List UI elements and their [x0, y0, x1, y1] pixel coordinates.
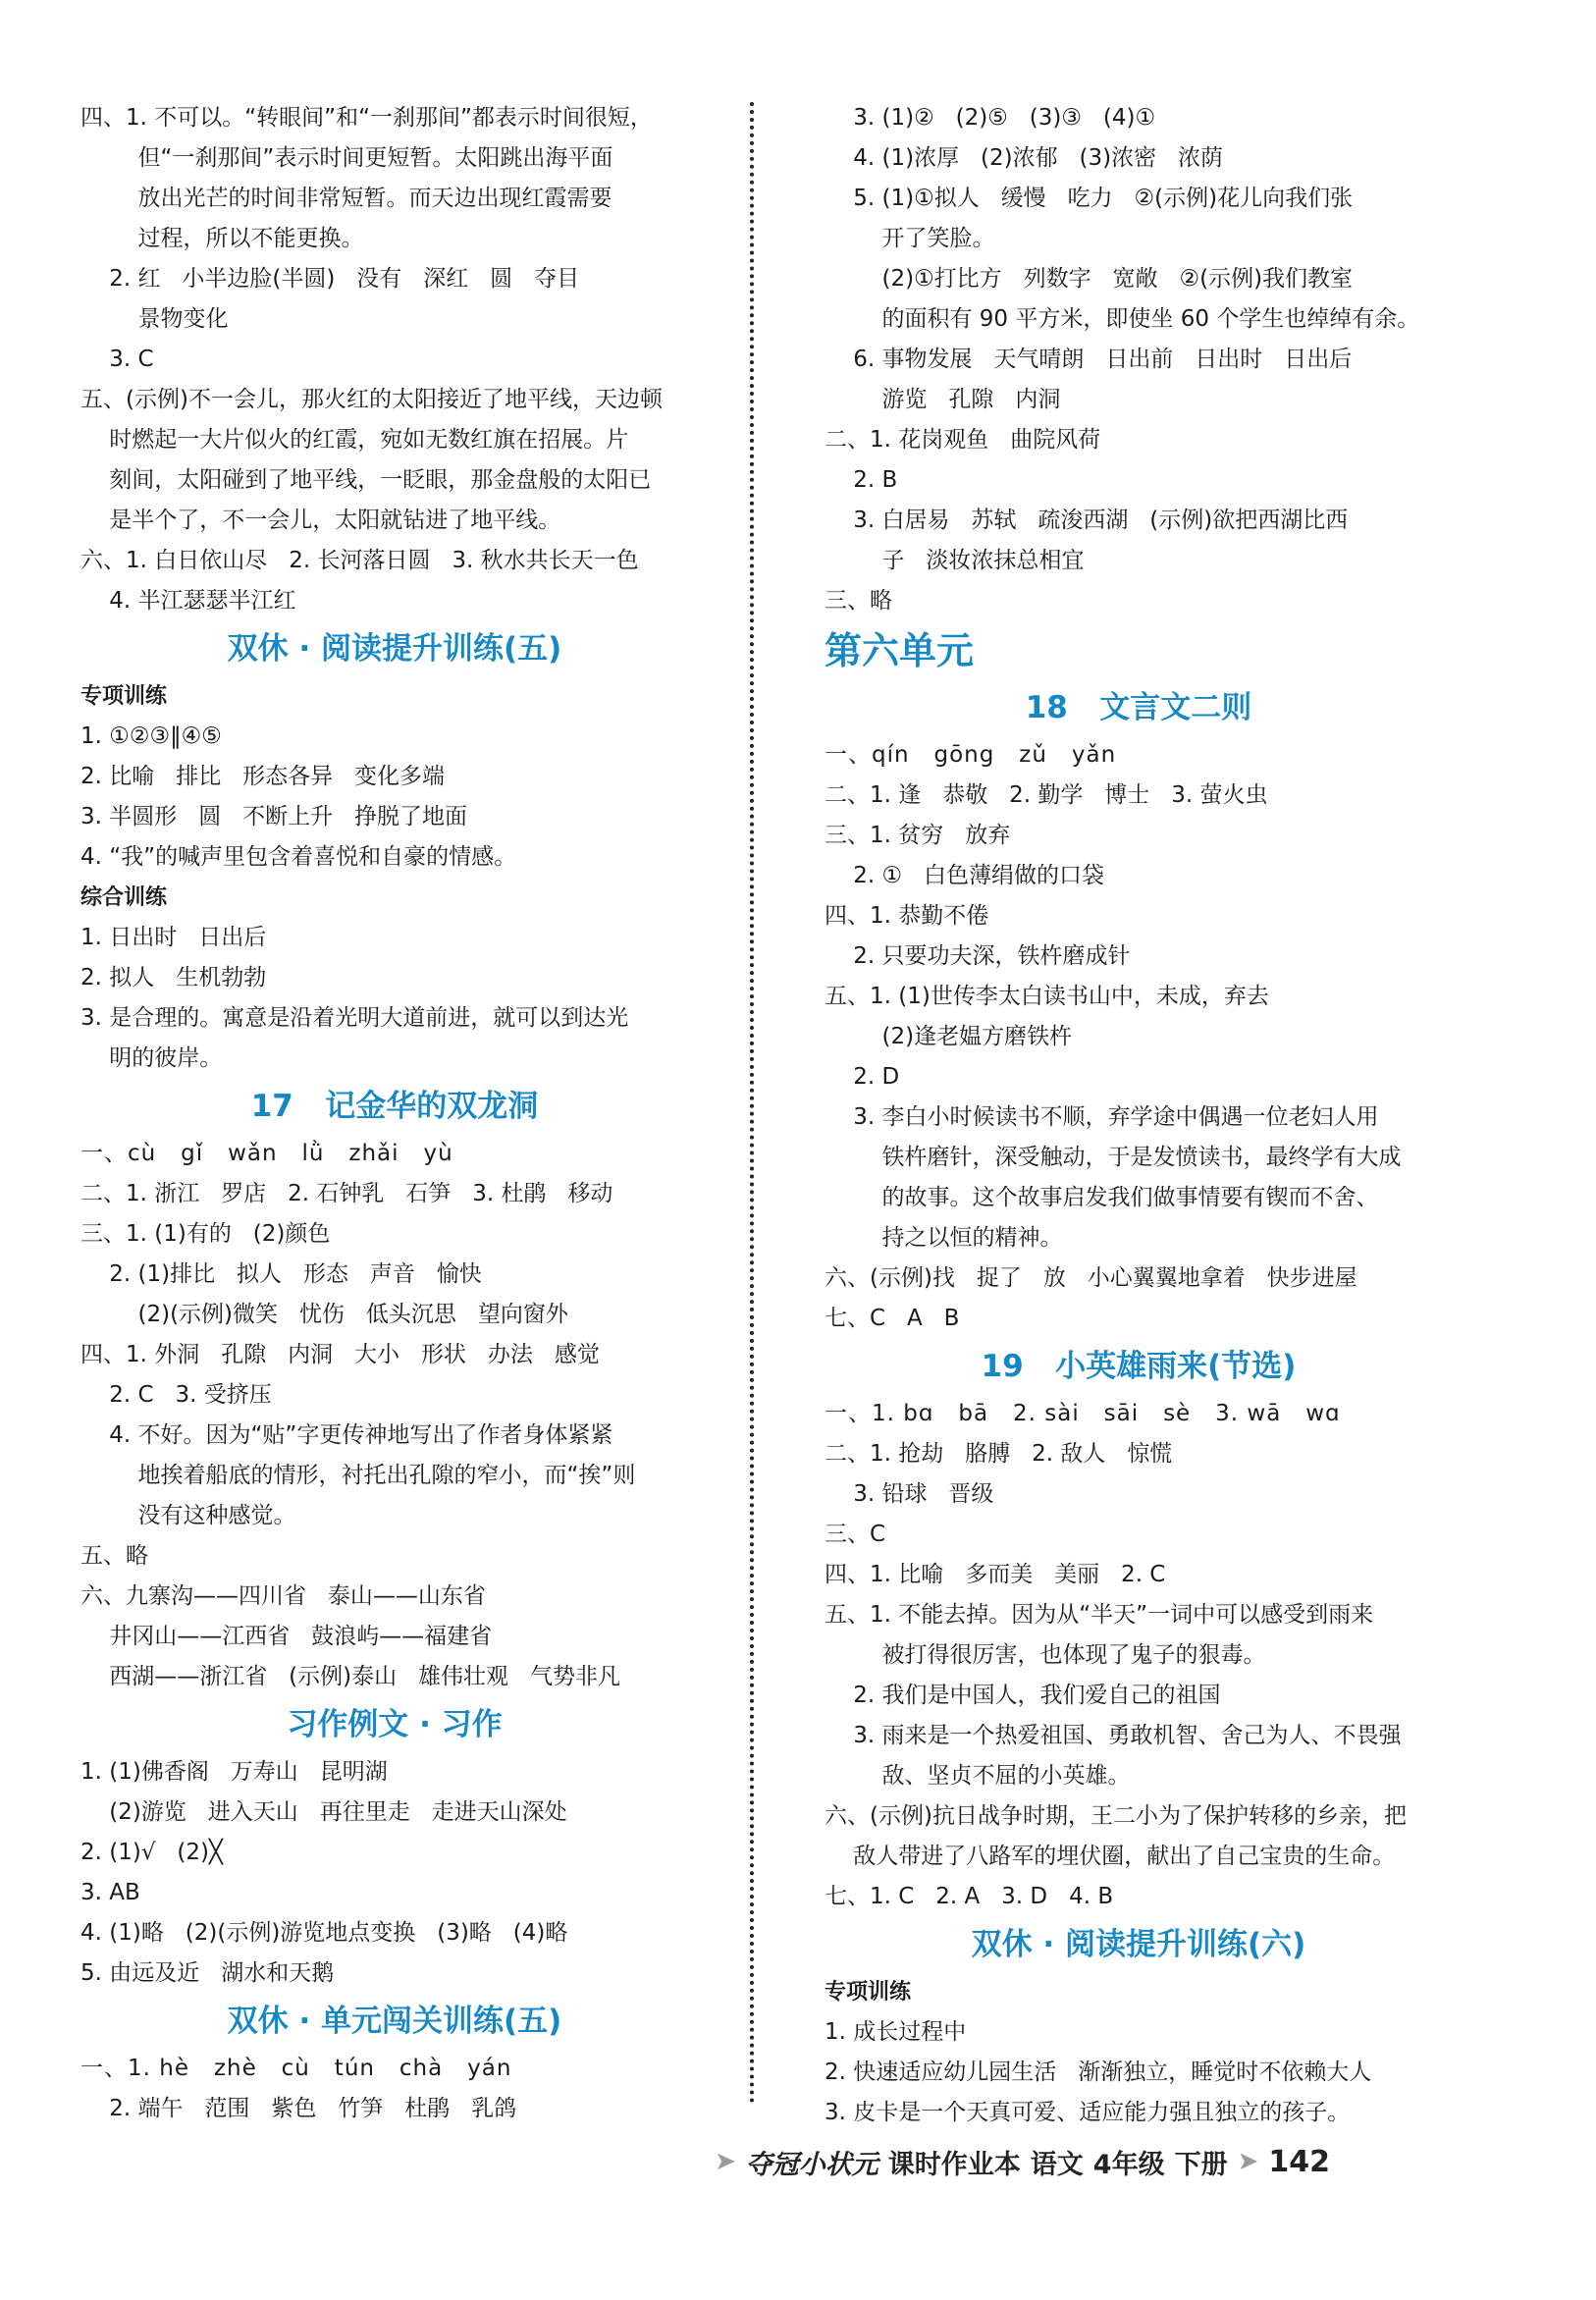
pinyin-line: 一、cù gǐ wǎn lǜ zhǎi yù	[80, 1141, 453, 1166]
answer-line: 2. (1)排比 拟人 形态 声音 愉快	[80, 1261, 482, 1287]
answer-line: 三、1. 贫穷 放弃	[825, 823, 1011, 848]
answer-line: 1. (1)佛香阁 万寿山 昆明湖	[80, 1759, 388, 1785]
answer-line: 景物变化	[80, 306, 229, 332]
answer-line: 五、略	[80, 1543, 148, 1569]
answer-line: 三、略	[825, 588, 892, 614]
left-column	[80, 98, 709, 2129]
answer-line: 三、C	[825, 1522, 886, 1547]
answer-line: 六、(示例)抗日战争时期，王二小为了保护转移的乡亲，把	[825, 1803, 1407, 1829]
answer-line: 3. 半圆形 圆 不断上升 挣脱了地面	[80, 804, 468, 829]
answer-line: 放出光芒的时间非常短暂。而天边出现红霞需要	[80, 186, 612, 211]
answer-line: 3. 李白小时候读书不顺，弃学途中偶遇一位老妇人用	[825, 1104, 1379, 1130]
answer-line: 2. 拟人 生机勃勃	[80, 965, 267, 990]
answer-line: 2. B	[825, 467, 898, 493]
answer-line: (2)游览 进入天山 再往里走 走进天山深处	[80, 1799, 567, 1825]
answer-line: 6. 事物发展 天气晴朗 日出前 日出时 日出后	[825, 347, 1353, 372]
section-heading: 双休 · 阅读提升训练(五)	[227, 631, 562, 667]
answer-line: 四、1. 恭勤不倦	[825, 903, 989, 929]
answer-line: 3. AB	[80, 1880, 140, 1905]
answer-line: 四、1. 不可以。“转眼间”和“一刹那间”都表示时间很短，	[80, 105, 653, 131]
answer-line: 3. C	[80, 347, 154, 372]
footer-book: 课时作业本	[887, 2149, 1021, 2180]
answer-line: 五、1. (1)世传李太白读书山中，未成，弃去	[825, 984, 1269, 1009]
pinyin-line: 一、qín gōng zǔ yǎn	[825, 742, 1117, 768]
footer-subject: 语文	[1030, 2149, 1084, 2180]
answer-line: 4. (1)浓厚 (2)浓郁 (3)浓密 浓荫	[825, 145, 1224, 171]
answer-line: 5. (1)①拟人 缓慢 吃力 ②(示例)花儿向我们张	[825, 186, 1354, 211]
answer-line: 4. 半江瑟瑟半江红	[80, 588, 296, 614]
answer-line: 井冈山——江西省 鼓浪屿——福建省	[80, 1624, 493, 1649]
answer-line: 2. 我们是中国人，我们爱自己的祖国	[825, 1683, 1221, 1708]
answer-line: 二、1. 花岗观鱼 曲院风荷	[825, 427, 1101, 453]
answer-line: 六、(示例)找 捉了 放 小心翼翼地拿着 快步进屋	[825, 1265, 1357, 1291]
answer-line: 游览 孔隙 内洞	[825, 387, 1061, 412]
answer-line: 2. C 3. 受挤压	[80, 1382, 272, 1408]
answer-line: 的故事。这个故事启发我们做事情要有锲而不舍、	[825, 1185, 1379, 1210]
answer-line: 没有这种感觉。	[80, 1503, 296, 1528]
answer-line: 明的彼岸。	[80, 1045, 223, 1071]
answer-line: 2. 快速适应幼儿园生活 渐渐独立，睡觉时不依赖大人	[825, 2059, 1372, 2085]
section-heading: 19 小英雄雨来(节选)	[981, 1349, 1297, 1384]
answer-line: 4. 不好。因为“贴”字更传神地写出了作者身体紧紧	[80, 1422, 613, 1448]
answer-line: 开了笑脸。	[825, 226, 995, 251]
answer-line: 西湖——浙江省 (示例)泰山 雄伟壮观 气势非凡	[80, 1664, 620, 1689]
right-column	[825, 98, 1453, 2133]
footer-volume: 下册	[1174, 2149, 1228, 2180]
page-footer	[715, 2140, 1330, 2183]
answer-line: 2. (1)√ (2)╳	[80, 1840, 223, 1865]
answer-line: 3. 雨来是一个热爱祖国、勇敢机智、舍己为人、不畏强	[825, 1723, 1402, 1748]
footer-grade: 4年级	[1092, 2149, 1165, 2180]
answer-line: 时燃起一大片似火的红霞，宛如无数红旗在招展。片	[80, 427, 629, 453]
answer-line: 四、1. 比喻 多而美 美丽 2. C	[825, 1562, 1166, 1587]
answer-line: 七、1. C 2. A 3. D 4. B	[825, 1884, 1114, 1909]
section-heading: 习作例文 · 习作	[287, 1707, 503, 1742]
answer-line: 过程，所以不能更换。	[80, 226, 364, 251]
footer-brand: 夺冠小状元	[745, 2149, 878, 2180]
answer-line: 敌、坚贞不屈的小英雄。	[825, 1763, 1131, 1789]
answer-line: 3. 皮卡是一个天真可爱、适应能力强且独立的孩子。	[825, 2100, 1351, 2125]
column-divider	[750, 102, 754, 2105]
answer-line: 4. (1)略 (2)(示例)游览地点变换 (3)略 (4)略	[80, 1920, 568, 1946]
answer-line: 四、1. 外洞 孔隙 内洞 大小 形状 办法 感觉	[80, 1342, 600, 1367]
answer-line: 2. 红 小半边脸(半圆) 没有 深红 圆 夺目	[80, 266, 580, 292]
answer-line: 二、1. 逢 恭敬 2. 勤学 博士 3. 萤火虫	[825, 782, 1268, 808]
pinyin-line: 一、1. bɑ bā 2. sài sāi sè 3. wā wɑ	[825, 1401, 1341, 1426]
answer-line: 二、1. 抢劫 胳膊 2. 敌人 惊慌	[825, 1441, 1173, 1467]
answer-line: 5. 由远及近 湖水和天鹅	[80, 1960, 335, 1986]
answer-line: 三、1. (1)有的 (2)颜色	[80, 1221, 331, 1247]
answer-line: 七、C A B	[825, 1306, 960, 1331]
answer-line: 2. D	[825, 1064, 900, 1090]
pinyin-line: 一、1. hè zhè cù tún chà yán	[80, 2056, 512, 2081]
answer-line: 被打得很厉害，也体现了鬼子的狠毒。	[825, 1642, 1266, 1668]
answer-line: 2. 只要功夫深，铁杵磨成针	[825, 943, 1131, 969]
answer-line: 刻间，太阳碰到了地平线，一眨眼，那金盘般的太阳已	[80, 467, 652, 493]
answer-line: (2)逢老媪方磨铁杵	[825, 1024, 1073, 1049]
answer-line: 2. 比喻 排比 形态各异 变化多端	[80, 764, 446, 789]
subsection-label: 综合训练	[80, 885, 168, 910]
subsection-label: 专项训练	[80, 684, 168, 709]
answer-line: 4. “我”的喊声里包含着喜悦和自豪的情感。	[80, 844, 517, 870]
page-number: 142	[1268, 2144, 1331, 2179]
answer-line: 3. 白居易 苏轼 疏浚西湖 (示例)欲把西湖比西	[825, 508, 1349, 533]
answer-line: 持之以恒的精神。	[825, 1225, 1063, 1251]
section-heading: 双休 · 阅读提升训练(六)	[971, 1927, 1306, 1962]
section-heading: 18 文言文二则	[1025, 690, 1252, 725]
answer-line: 子 淡妆浓抹总相宜	[825, 548, 1085, 573]
answer-line: 的面积有 90 平方米，即使坐 60 个学生也绰绰有余。	[825, 306, 1420, 332]
answer-line: 3. 是合理的。寓意是沿着光明大道前进，就可以到达光	[80, 1005, 629, 1031]
answer-line: 地挨着船底的情形，衬托出孔隙的窄小，而“挨”则	[80, 1463, 636, 1488]
section-heading: 17 记金华的双龙洞	[250, 1089, 539, 1124]
arrow-icon: ➤	[715, 2147, 736, 2176]
answer-line: 敌人带进了八路军的埋伏圈，献出了自己宝贵的生命。	[825, 1844, 1396, 1869]
answer-line: (2)①打比方 列数字 宽敞 ②(示例)我们教室	[825, 266, 1354, 292]
unit-title: 第六单元	[825, 629, 975, 672]
answer-line: 3. (1)② (2)⑤ (3)③ (4)①	[825, 105, 1156, 131]
arrow-icon: ➤	[1237, 2147, 1259, 2176]
answer-line: 1. ①②③‖④⑤	[80, 723, 222, 749]
answer-line: 2. 端午 范围 紫色 竹笋 杜鹃 乳鸽	[80, 2096, 517, 2121]
section-heading: 双休 · 单元闯关训练(五)	[227, 2004, 562, 2039]
answer-line: (2)(示例)微笑 忧伤 低头沉思 望向窗外	[80, 1302, 568, 1327]
answer-line: 1. 成长过程中	[825, 2019, 967, 2045]
answer-line: 六、1. 白日依山尽 2. 长河落日圆 3. 秋水共长天一色	[80, 548, 639, 573]
answer-line: 二、1. 浙江 罗店 2. 石钟乳 石笋 3. 杜鹃 移动	[80, 1181, 613, 1206]
answer-line: 五、(示例)不一会儿，那火红的太阳接近了地平线，天边顿	[80, 387, 663, 412]
answer-line: 是半个了，不一会儿，太阳就钻进了地平线。	[80, 508, 561, 533]
answer-line: 1. 日出时 日出后	[80, 925, 267, 950]
answer-line: 五、1. 不能去掉。因为从“半天”一词中可以感受到雨来	[825, 1602, 1374, 1628]
answer-line: 但“一刹那间”表示时间更短暂。太阳跳出海平面	[80, 145, 613, 171]
subsection-label: 专项训练	[825, 1980, 912, 2005]
answer-line: 2. ① 白色薄绢做的口袋	[825, 863, 1105, 888]
answer-line: 六、九寨沟——四川省 泰山——山东省	[80, 1583, 486, 1609]
answer-line: 3. 铅球 晋级	[825, 1481, 994, 1507]
answer-line: 铁杵磨针，深受触动，于是发愤读书，最终学有大成	[825, 1145, 1402, 1170]
